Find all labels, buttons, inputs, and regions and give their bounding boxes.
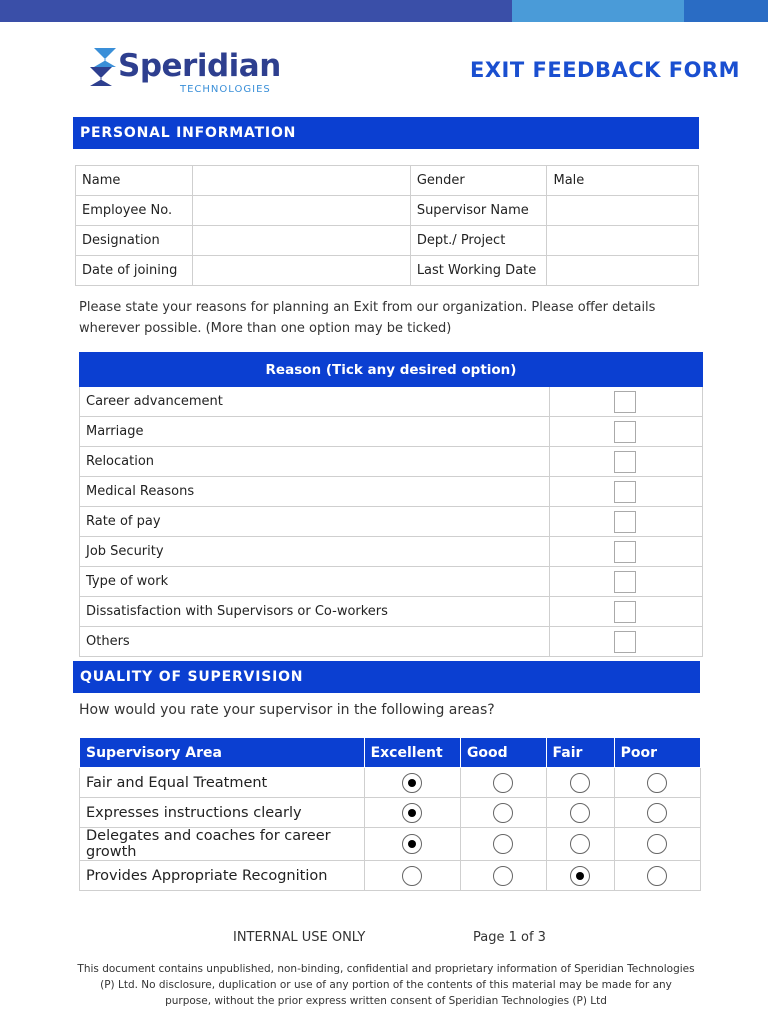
reason-label: Job Security: [80, 537, 550, 567]
info-value-field[interactable]: [192, 166, 410, 196]
rating-radio-poor[interactable]: [647, 803, 667, 823]
reason-row: [80, 387, 703, 417]
rating-radio-good[interactable]: [493, 803, 513, 823]
rating-column-header: Good: [460, 738, 546, 768]
rating-intro-text: How would you rate your supervisor in the following areas?: [79, 702, 495, 718]
reason-label: Relocation: [80, 447, 550, 477]
brand-subtitle: TECHNOLOGIES: [180, 84, 271, 95]
rating-radio-poor[interactable]: [647, 834, 667, 854]
reason-checkbox-cell: [550, 447, 703, 477]
reason-row: [80, 627, 703, 657]
rating-cell: [546, 828, 614, 861]
rating-radio-excellent[interactable]: [402, 803, 422, 823]
rating-radio-fair[interactable]: [570, 866, 590, 886]
rating-cell: [460, 828, 546, 861]
reason-label: Rate of pay: [80, 507, 550, 537]
reasons-table: [79, 352, 703, 657]
footer-disclaimer: This document contains unpublished, non-binding, confidential and proprietary information of Speridian Technologies (P) Ltd. No disclosure, duplication or use of any portion of the contents of this material may be made for any purpose, without the prior express written consent of Speridian Technologies (P) Ltd: [77, 963, 695, 1007]
reason-row: [80, 477, 703, 507]
rating-row: [80, 828, 701, 861]
rating-cell: [546, 798, 614, 828]
reason-checkbox-cell: [550, 387, 703, 417]
rating-row: [80, 768, 701, 798]
rating-cell: [614, 768, 700, 798]
info-row: [76, 166, 699, 196]
info-value-field[interactable]: Male: [547, 166, 699, 196]
supervisory-area-label: Fair and Equal Treatment: [80, 768, 365, 798]
rating-radio-good[interactable]: [493, 773, 513, 793]
reason-checkbox-cell: [550, 627, 703, 657]
speridian-logo: [90, 44, 290, 100]
reason-checkbox-cell: [550, 567, 703, 597]
rating-cell: [364, 798, 460, 828]
reason-checkbox[interactable]: [614, 571, 636, 593]
reason-label: Others: [80, 627, 550, 657]
rating-cell: [614, 798, 700, 828]
rating-cell: [460, 798, 546, 828]
reason-checkbox-cell: [550, 597, 703, 627]
rating-radio-excellent[interactable]: [402, 866, 422, 886]
rating-column-header: Supervisory Area: [80, 738, 365, 768]
top-bar-segment: [512, 0, 684, 22]
rating-radio-fair[interactable]: [570, 773, 590, 793]
top-color-bar: [0, 0, 768, 22]
rating-radio-excellent[interactable]: [402, 773, 422, 793]
speridian-logo-icon: [90, 48, 116, 86]
rating-radio-poor[interactable]: [647, 773, 667, 793]
info-label: Last Working Date: [410, 256, 547, 286]
rating-cell: [614, 828, 700, 861]
supervision-rating-table: [79, 737, 701, 891]
top-bar-segment: [0, 0, 512, 22]
reason-checkbox-cell: [550, 507, 703, 537]
info-label: Supervisor Name: [410, 196, 547, 226]
info-value-field[interactable]: [547, 256, 699, 286]
info-value-field[interactable]: [547, 226, 699, 256]
rating-radio-fair[interactable]: [570, 803, 590, 823]
reason-checkbox[interactable]: [614, 601, 636, 623]
info-label: Employee No.: [76, 196, 193, 226]
rating-cell: [460, 861, 546, 891]
reason-label: Medical Reasons: [80, 477, 550, 507]
info-label: Date of joining: [76, 256, 193, 286]
info-row: [76, 226, 699, 256]
reason-checkbox[interactable]: [614, 391, 636, 413]
page-number: Page 1 of 3: [473, 930, 546, 945]
rating-radio-good[interactable]: [493, 866, 513, 886]
personal-information-table: [75, 165, 699, 286]
rating-cell: [364, 768, 460, 798]
rating-radio-fair[interactable]: [570, 834, 590, 854]
info-label: Designation: [76, 226, 193, 256]
rating-row: [80, 861, 701, 891]
rating-radio-excellent[interactable]: [402, 834, 422, 854]
rating-cell: [364, 861, 460, 891]
reason-row: [80, 417, 703, 447]
reasons-header: Reason (Tick any desired option): [80, 353, 703, 387]
info-row: [76, 256, 699, 286]
reason-checkbox-cell: [550, 477, 703, 507]
reason-checkbox-cell: [550, 537, 703, 567]
reason-checkbox[interactable]: [614, 481, 636, 503]
reason-checkbox[interactable]: [614, 631, 636, 653]
footer-classification: INTERNAL USE ONLY: [233, 930, 366, 945]
top-bar-segment: [684, 0, 768, 22]
info-value-field[interactable]: [192, 256, 410, 286]
reason-row: [80, 567, 703, 597]
brand-name: Speridian: [118, 48, 281, 84]
reason-checkbox[interactable]: [614, 511, 636, 533]
reason-row: [80, 447, 703, 477]
info-row: [76, 196, 699, 226]
rating-cell: [364, 828, 460, 861]
reason-label: Career advancement: [80, 387, 550, 417]
rating-column-header: Fair: [546, 738, 614, 768]
info-value-field[interactable]: [547, 196, 699, 226]
reason-label: Dissatisfaction with Supervisors or Co-workers: [80, 597, 550, 627]
reason-checkbox[interactable]: [614, 541, 636, 563]
info-label: Name: [76, 166, 193, 196]
quality-of-supervision-heading: QUALITY OF SUPERVISION: [73, 661, 700, 693]
rating-column-header: Excellent: [364, 738, 460, 768]
instructions-text: Please state your reasons for planning an Exit from our organization. Please offer details wherever possible. (More than one option may be ticked): [79, 300, 656, 336]
reason-checkbox-cell: [550, 417, 703, 447]
personal-information-heading: PERSONAL INFORMATION: [73, 117, 699, 149]
reason-checkbox[interactable]: [614, 421, 636, 443]
info-value-field[interactable]: [192, 196, 410, 226]
info-label: Dept./ Project: [410, 226, 547, 256]
document-title: EXIT FEEDBACK FORM: [470, 58, 740, 82]
reason-row: [80, 597, 703, 627]
supervisory-area-label: Expresses instructions clearly: [80, 798, 365, 828]
supervisory-area-label: Delegates and coaches for career growth: [80, 828, 365, 861]
rating-radio-good[interactable]: [493, 834, 513, 854]
info-value-field[interactable]: [192, 226, 410, 256]
rating-cell: [614, 861, 700, 891]
supervisory-area-label: Provides Appropriate Recognition: [80, 861, 365, 891]
reason-checkbox[interactable]: [614, 451, 636, 473]
rating-cell: [546, 861, 614, 891]
rating-column-header: Poor: [614, 738, 700, 768]
rating-radio-poor[interactable]: [647, 866, 667, 886]
reason-row: [80, 537, 703, 567]
rating-row: [80, 798, 701, 828]
rating-cell: [460, 768, 546, 798]
info-label: Gender: [410, 166, 547, 196]
reason-row: [80, 507, 703, 537]
rating-cell: [546, 768, 614, 798]
reason-label: Marriage: [80, 417, 550, 447]
reason-label: Type of work: [80, 567, 550, 597]
